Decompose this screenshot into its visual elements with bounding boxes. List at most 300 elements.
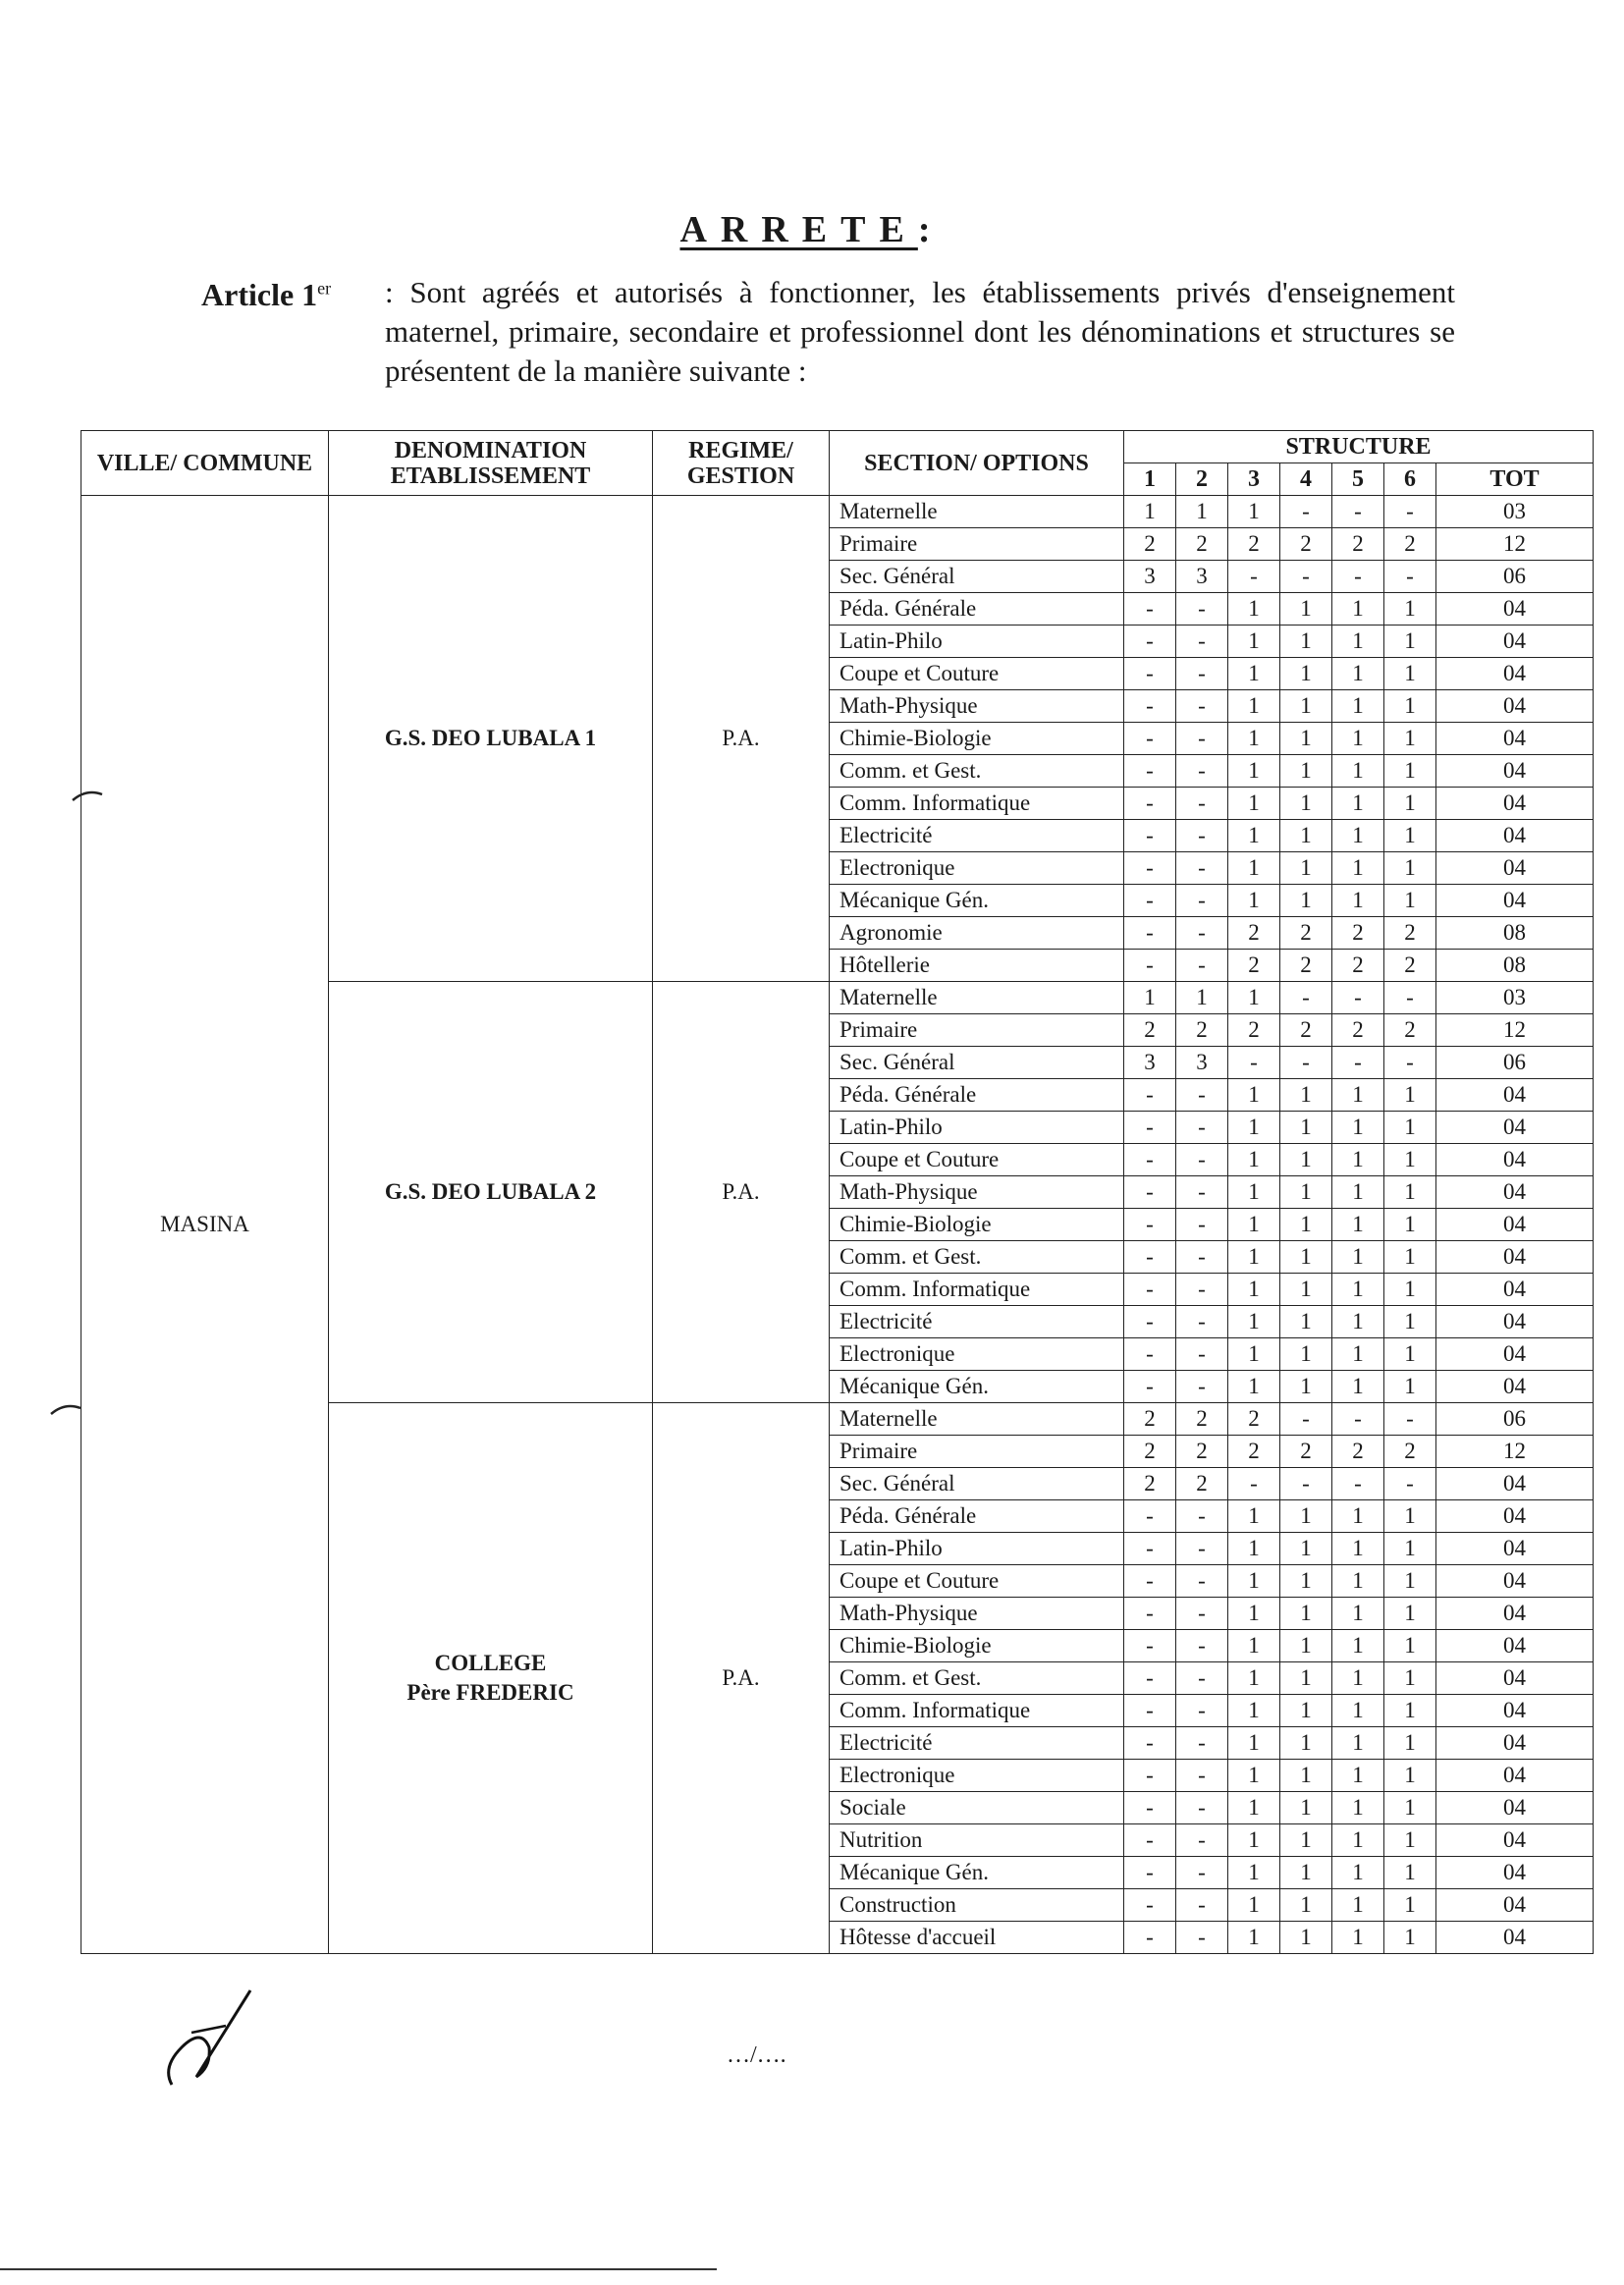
total-cell: 04 (1436, 1922, 1594, 1954)
header-col-4: 4 (1280, 463, 1332, 496)
structure-cell: 1 (1228, 755, 1280, 788)
structure-cell: 1 (1332, 1306, 1384, 1338)
structure-cell: 2 (1280, 950, 1332, 982)
structure-cell: 1 (1332, 1209, 1384, 1241)
structure-cell: - (1124, 1922, 1176, 1954)
option-cell: Sec. Général (830, 561, 1124, 593)
structure-cell: 1 (1228, 1598, 1280, 1630)
regime-cell: P.A. (653, 496, 830, 982)
structure-cell: 1 (1332, 1889, 1384, 1922)
total-cell: 04 (1436, 1727, 1594, 1760)
structure-cell: 3 (1124, 561, 1176, 593)
option-cell: Electronique (830, 852, 1124, 885)
structure-cell: 1 (1280, 1144, 1332, 1176)
structure-cell: 2 (1228, 917, 1280, 950)
structure-cell: - (1176, 1824, 1228, 1857)
title-text: ARRETE (679, 209, 918, 250)
structure-cell: 2 (1228, 1436, 1280, 1468)
option-cell: Comm. Informatique (830, 1695, 1124, 1727)
school-name-cell: G.S. DEO LUBALA 2 (329, 982, 653, 1403)
structure-cell: 1 (1280, 820, 1332, 852)
header-row-1 (81, 431, 1594, 463)
structure-cell: 2 (1332, 950, 1384, 982)
header-col-tot: TOT (1436, 463, 1594, 496)
structure-cell: 1 (1280, 626, 1332, 658)
structure-cell: - (1384, 496, 1436, 528)
structure-cell: 1 (1384, 1824, 1436, 1857)
option-cell: Maternelle (830, 496, 1124, 528)
option-cell: Chimie-Biologie (830, 1209, 1124, 1241)
option-cell: Latin-Philo (830, 1112, 1124, 1144)
structure-cell: - (1176, 1144, 1228, 1176)
structure-cell: - (1124, 593, 1176, 626)
header-col-6: 6 (1384, 463, 1436, 496)
structure-cell: 1 (1228, 1274, 1280, 1306)
structure-cell: 1 (1228, 626, 1280, 658)
structure-cell: 1 (1280, 690, 1332, 723)
structure-cell: 1 (1280, 1792, 1332, 1824)
structure-cell: - (1176, 1630, 1228, 1662)
structure-cell: 2 (1176, 1014, 1228, 1047)
structure-cell: 1 (1228, 1338, 1280, 1371)
margin-mark-icon (69, 781, 108, 810)
structure-cell: 1 (1332, 1598, 1384, 1630)
structure-cell: 1 (1332, 1533, 1384, 1565)
school-name-cell: G.S. DEO LUBALA 1 (329, 496, 653, 982)
structure-cell: 1 (1280, 1533, 1332, 1565)
structure-cell: 1 (1332, 1274, 1384, 1306)
structure-cell: 1 (1332, 788, 1384, 820)
structure-cell: 1 (1384, 1274, 1436, 1306)
structure-cell: 1 (1228, 1241, 1280, 1274)
structure-cell: 1 (1228, 1922, 1280, 1954)
structure-cell: - (1124, 1889, 1176, 1922)
structure-cell: 1 (1332, 852, 1384, 885)
structure-cell: - (1384, 1403, 1436, 1436)
option-cell: Comm. Informatique (830, 788, 1124, 820)
structure-cell: - (1124, 1598, 1176, 1630)
total-cell: 04 (1436, 1371, 1594, 1403)
school-name-cell (329, 1403, 653, 1954)
header-col-2: 2 (1176, 463, 1228, 496)
structure-cell: - (1176, 593, 1228, 626)
structure-cell: 1 (1332, 1760, 1384, 1792)
structure-cell: - (1384, 1468, 1436, 1500)
structure-cell: - (1176, 1857, 1228, 1889)
structure-cell: 3 (1176, 561, 1228, 593)
total-cell: 04 (1436, 593, 1594, 626)
structure-cell: - (1124, 1760, 1176, 1792)
structure-cell: - (1124, 1306, 1176, 1338)
structure-cell: 1 (1228, 1209, 1280, 1241)
structure-cell: - (1176, 1500, 1228, 1533)
table-row (81, 496, 1594, 528)
structure-cell: - (1124, 885, 1176, 917)
structure-cell: 1 (1384, 820, 1436, 852)
header-section: SECTION/ OPTIONS (830, 431, 1124, 496)
option-cell: Sec. Général (830, 1047, 1124, 1079)
structure-cell: - (1124, 1144, 1176, 1176)
option-cell: Mécanique Gén. (830, 1857, 1124, 1889)
structure-cell: - (1124, 1274, 1176, 1306)
total-cell: 04 (1436, 1565, 1594, 1598)
option-cell: Electricité (830, 1306, 1124, 1338)
structure-cell: 1 (1384, 1695, 1436, 1727)
option-cell: Electronique (830, 1338, 1124, 1371)
structure-table (81, 430, 1594, 1954)
structure-cell: - (1176, 1533, 1228, 1565)
continuation-mark: …/…. (727, 2042, 786, 2068)
structure-cell: - (1176, 1306, 1228, 1338)
structure-cell: 1 (1280, 1371, 1332, 1403)
structure-cell: 1 (1228, 1695, 1280, 1727)
structure-cell: 1 (1384, 852, 1436, 885)
option-cell: Mécanique Gén. (830, 885, 1124, 917)
structure-cell: 1 (1384, 1922, 1436, 1954)
structure-cell: 1 (1332, 626, 1384, 658)
structure-cell: 1 (1384, 1792, 1436, 1824)
structure-cell: 1 (1332, 1176, 1384, 1209)
total-cell: 04 (1436, 626, 1594, 658)
structure-cell: - (1124, 1857, 1176, 1889)
structure-cell: 1 (1228, 1857, 1280, 1889)
structure-cell: 1 (1384, 690, 1436, 723)
structure-cell: 1 (1280, 755, 1332, 788)
structure-cell: 1 (1228, 1792, 1280, 1824)
structure-cell: - (1176, 1889, 1228, 1922)
structure-cell: 2 (1384, 528, 1436, 561)
structure-cell: 2 (1332, 528, 1384, 561)
total-cell: 04 (1436, 1176, 1594, 1209)
structure-cell: 1 (1280, 885, 1332, 917)
total-cell: 04 (1436, 1662, 1594, 1695)
option-cell: Comm. et Gest. (830, 755, 1124, 788)
structure-cell: - (1176, 1695, 1228, 1727)
structure-cell: 2 (1280, 1014, 1332, 1047)
structure-cell: 1 (1280, 1338, 1332, 1371)
structure-cell: 1 (1228, 1727, 1280, 1760)
initials-signature-icon (152, 1979, 260, 2092)
structure-cell: - (1228, 1468, 1280, 1500)
total-cell: 04 (1436, 1500, 1594, 1533)
structure-cell: - (1124, 1662, 1176, 1695)
structure-cell: - (1332, 496, 1384, 528)
total-cell: 04 (1436, 1792, 1594, 1824)
structure-cell: 1 (1332, 1144, 1384, 1176)
total-cell: 08 (1436, 917, 1594, 950)
structure-cell: 2 (1176, 1403, 1228, 1436)
header-denomination: DENOMINATION ETABLISSEMENT (329, 431, 653, 496)
structure-cell: 1 (1280, 1922, 1332, 1954)
option-cell: Mécanique Gén. (830, 1371, 1124, 1403)
structure-cell: 1 (1332, 1857, 1384, 1889)
structure-cell: 1 (1332, 755, 1384, 788)
structure-cell: 1 (1332, 593, 1384, 626)
structure-cell: - (1176, 1922, 1228, 1954)
structure-cell: - (1176, 658, 1228, 690)
structure-cell: 1 (1228, 820, 1280, 852)
structure-cell: 2 (1384, 950, 1436, 982)
structure-cell: 1 (1176, 982, 1228, 1014)
structure-cell: 1 (1384, 593, 1436, 626)
structure-cell: 2 (1332, 1436, 1384, 1468)
structure-cell: - (1176, 1209, 1228, 1241)
total-cell: 04 (1436, 1824, 1594, 1857)
structure-cell: 1 (1384, 885, 1436, 917)
structure-cell: - (1124, 690, 1176, 723)
option-cell: Péda. Générale (830, 1079, 1124, 1112)
structure-cell: 1 (1280, 1630, 1332, 1662)
structure-cell: - (1176, 1792, 1228, 1824)
structure-cell: 2 (1280, 528, 1332, 561)
structure-cell: - (1176, 690, 1228, 723)
article-label-sup: er (317, 278, 332, 299)
structure-cell: 2 (1176, 1436, 1228, 1468)
structure-cell: 1 (1228, 496, 1280, 528)
structure-cell: 1 (1332, 1079, 1384, 1112)
structure-cell: 1 (1280, 1727, 1332, 1760)
structure-cell: - (1124, 658, 1176, 690)
structure-cell: 1 (1384, 788, 1436, 820)
structure-cell: 1 (1332, 1824, 1384, 1857)
structure-cell: 1 (1384, 1338, 1436, 1371)
option-cell: Electricité (830, 820, 1124, 852)
structure-cell: 1 (1280, 1857, 1332, 1889)
structure-cell: 1 (1280, 1824, 1332, 1857)
structure-cell: 2 (1176, 1468, 1228, 1500)
structure-cell: 1 (1280, 1306, 1332, 1338)
structure-cell: 1 (1384, 626, 1436, 658)
total-cell: 12 (1436, 1014, 1594, 1047)
structure-cell: 1 (1384, 1500, 1436, 1533)
total-cell: 04 (1436, 1630, 1594, 1662)
option-cell: Coupe et Couture (830, 1565, 1124, 1598)
structure-cell: 1 (1332, 885, 1384, 917)
structure-cell: 2 (1176, 528, 1228, 561)
structure-cell: 1 (1384, 1176, 1436, 1209)
structure-cell: 1 (1280, 788, 1332, 820)
structure-cell: 1 (1332, 1662, 1384, 1695)
structure-cell: 1 (1332, 820, 1384, 852)
total-cell: 04 (1436, 723, 1594, 755)
option-cell: Sec. Général (830, 1468, 1124, 1500)
structure-cell: 1 (1280, 1662, 1332, 1695)
structure-cell: 1 (1280, 1176, 1332, 1209)
structure-cell: 1 (1384, 755, 1436, 788)
structure-cell: - (1176, 1760, 1228, 1792)
structure-cell: - (1124, 1695, 1176, 1727)
option-cell: Primaire (830, 1436, 1124, 1468)
option-cell: Construction (830, 1889, 1124, 1922)
structure-cell: 1 (1280, 1695, 1332, 1727)
total-cell: 04 (1436, 885, 1594, 917)
structure-cell: 2 (1384, 917, 1436, 950)
structure-cell: 1 (1332, 1112, 1384, 1144)
structure-cell: - (1124, 950, 1176, 982)
article-label (201, 277, 331, 313)
structure-cell: 1 (1280, 1209, 1332, 1241)
structure-cell: 1 (1228, 1176, 1280, 1209)
ville-cell: MASINA (81, 496, 329, 1954)
option-cell: Hôtellerie (830, 950, 1124, 982)
structure-cell: 1 (1384, 1306, 1436, 1338)
header-col-5: 5 (1332, 463, 1384, 496)
structure-cell: 1 (1228, 1306, 1280, 1338)
structure-cell: - (1176, 950, 1228, 982)
structure-cell: 1 (1176, 496, 1228, 528)
option-cell: Primaire (830, 1014, 1124, 1047)
structure-cell: - (1332, 982, 1384, 1014)
structure-cell: 1 (1228, 885, 1280, 917)
structure-cell: 2 (1280, 917, 1332, 950)
total-cell: 04 (1436, 1760, 1594, 1792)
option-cell: Péda. Générale (830, 1500, 1124, 1533)
structure-cell: 2 (1332, 1014, 1384, 1047)
structure-cell: 2 (1228, 950, 1280, 982)
structure-cell: 1 (1384, 1565, 1436, 1598)
structure-cell: - (1124, 1112, 1176, 1144)
structure-cell: - (1384, 1047, 1436, 1079)
structure-cell: 1 (1332, 1241, 1384, 1274)
structure-cell: - (1176, 1371, 1228, 1403)
structure-cell: - (1176, 788, 1228, 820)
option-cell: Coupe et Couture (830, 658, 1124, 690)
structure-cell: - (1280, 982, 1332, 1014)
structure-cell: 1 (1124, 496, 1176, 528)
option-cell: Chimie-Biologie (830, 723, 1124, 755)
structure-cell: 1 (1332, 1371, 1384, 1403)
structure-cell: 1 (1384, 723, 1436, 755)
structure-cell: 2 (1228, 1014, 1280, 1047)
structure-cell: 1 (1228, 1112, 1280, 1144)
option-cell: Latin-Philo (830, 1533, 1124, 1565)
structure-cell: 1 (1228, 1371, 1280, 1403)
option-cell: Math-Physique (830, 1176, 1124, 1209)
structure-cell: 1 (1384, 1533, 1436, 1565)
structure-cell: - (1124, 626, 1176, 658)
structure-cell: 1 (1228, 1889, 1280, 1922)
article-label-text: Article 1 (201, 277, 318, 312)
structure-cell: - (1332, 1047, 1384, 1079)
school-name-line: Père FREDERIC (406, 1680, 574, 1705)
title-colon: : (917, 209, 945, 250)
total-cell: 06 (1436, 1403, 1594, 1436)
option-cell: Chimie-Biologie (830, 1630, 1124, 1662)
total-cell: 04 (1436, 1857, 1594, 1889)
structure-cell: 1 (1384, 1371, 1436, 1403)
page-title (0, 208, 1624, 251)
structure-cell: 1 (1280, 1760, 1332, 1792)
structure-cell: - (1280, 1468, 1332, 1500)
article-text: : Sont agréés et autorisés à fonctionner, les établissements privés d'enseignement maternel, primaire, secondaire et professionnel dont les dénominations et structures se présentent de la manière suivante : (385, 275, 1455, 388)
option-cell: Electronique (830, 1760, 1124, 1792)
total-cell: 04 (1436, 1112, 1594, 1144)
structure-cell: 2 (1384, 1436, 1436, 1468)
total-cell: 04 (1436, 1695, 1594, 1727)
total-cell: 04 (1436, 820, 1594, 852)
structure-cell: - (1124, 1792, 1176, 1824)
structure-cell: - (1176, 1112, 1228, 1144)
total-cell: 04 (1436, 1241, 1594, 1274)
structure-cell: 1 (1280, 852, 1332, 885)
structure-cell: 1 (1228, 1144, 1280, 1176)
structure-cell: 1 (1332, 1727, 1384, 1760)
structure-cell: 2 (1124, 1436, 1176, 1468)
structure-cell: 1 (1228, 1533, 1280, 1565)
structure-cell: - (1176, 885, 1228, 917)
structure-cell: - (1176, 820, 1228, 852)
structure-cell: 1 (1332, 1338, 1384, 1371)
structure-cell: 3 (1176, 1047, 1228, 1079)
structure-cell: 1 (1280, 658, 1332, 690)
structure-cell: - (1124, 788, 1176, 820)
regime-cell: P.A. (653, 1403, 830, 1954)
option-cell: Primaire (830, 528, 1124, 561)
structure-cell: 2 (1124, 1403, 1176, 1436)
structure-cell: - (1124, 917, 1176, 950)
structure-cell: 1 (1228, 788, 1280, 820)
structure-cell: 1 (1384, 1079, 1436, 1112)
structure-cell: 2 (1228, 1403, 1280, 1436)
structure-cell: - (1176, 626, 1228, 658)
structure-cell: 1 (1384, 658, 1436, 690)
regime-cell: P.A. (653, 982, 830, 1403)
structure-cell: 1 (1228, 852, 1280, 885)
structure-cell: 2 (1384, 1014, 1436, 1047)
structure-cell: 1 (1228, 723, 1280, 755)
structure-cell: 2 (1124, 528, 1176, 561)
option-cell: Sociale (830, 1792, 1124, 1824)
structure-cell: 1 (1384, 1241, 1436, 1274)
structure-cell: 1 (1332, 1500, 1384, 1533)
structure-cell: 1 (1280, 1079, 1332, 1112)
structure-cell: 1 (1332, 690, 1384, 723)
structure-cell: 1 (1280, 1274, 1332, 1306)
option-cell: Coupe et Couture (830, 1144, 1124, 1176)
structure-cell: - (1280, 1403, 1332, 1436)
option-cell: Math-Physique (830, 1598, 1124, 1630)
structure-cell: - (1176, 755, 1228, 788)
structure-cell: - (1176, 1338, 1228, 1371)
structure-cell: - (1228, 561, 1280, 593)
structure-cell: 1 (1228, 1079, 1280, 1112)
structure-cell: - (1124, 755, 1176, 788)
structure-cell: 3 (1124, 1047, 1176, 1079)
option-cell: Comm. et Gest. (830, 1662, 1124, 1695)
total-cell: 12 (1436, 528, 1594, 561)
structure-cell: - (1124, 1338, 1176, 1371)
structure-cell: - (1280, 561, 1332, 593)
structure-cell: 1 (1384, 1857, 1436, 1889)
structure-cell: 1 (1384, 1662, 1436, 1695)
structure-cell: 1 (1228, 1824, 1280, 1857)
structure-cell: 1 (1228, 1760, 1280, 1792)
structure-cell: - (1228, 1047, 1280, 1079)
header-regime: REGIME/ GESTION (653, 431, 830, 496)
structure-cell: 1 (1228, 593, 1280, 626)
structure-cell: - (1280, 496, 1332, 528)
structure-cell: - (1124, 1565, 1176, 1598)
structure-cell: 1 (1228, 1630, 1280, 1662)
structure-cell: - (1332, 1403, 1384, 1436)
structure-cell: 1 (1384, 1630, 1436, 1662)
structure-cell: 1 (1384, 1209, 1436, 1241)
structure-cell: 1 (1384, 1760, 1436, 1792)
structure-cell: - (1384, 982, 1436, 1014)
structure-cell: 1 (1280, 1112, 1332, 1144)
bottom-rule (0, 2268, 717, 2270)
total-cell: 04 (1436, 690, 1594, 723)
